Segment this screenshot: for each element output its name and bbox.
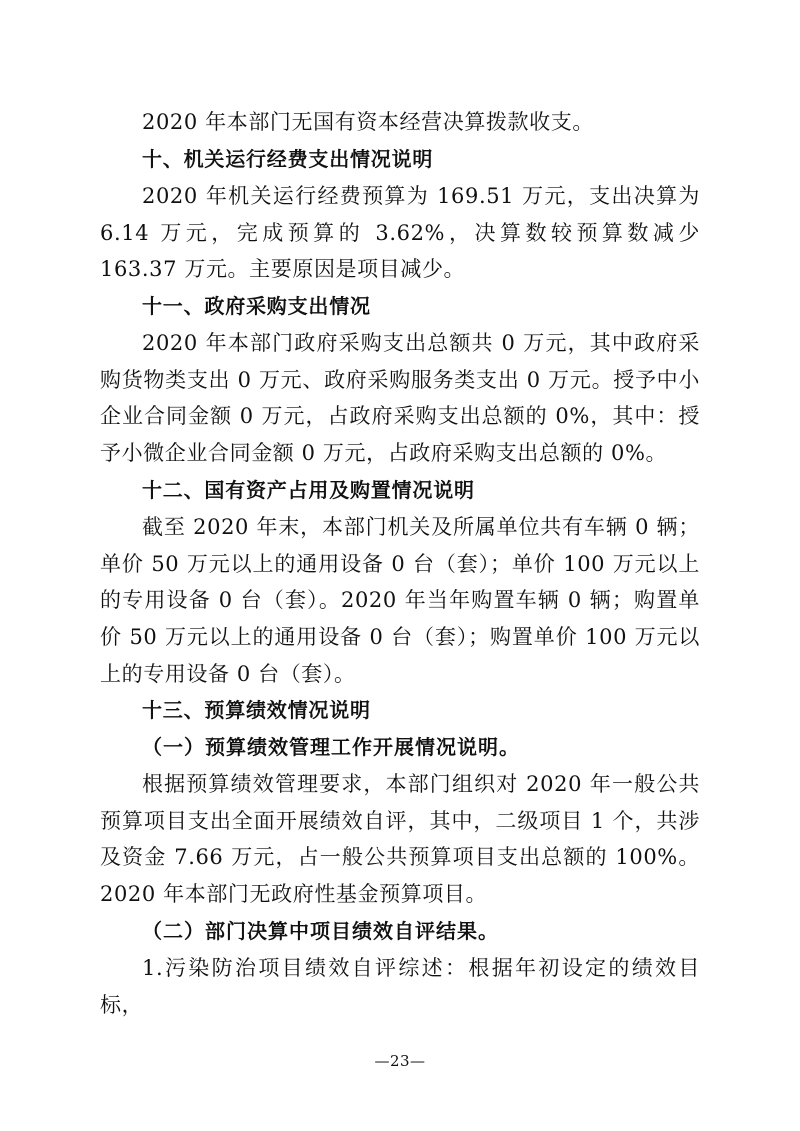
heading-section-13: 十三、预算绩效情况说明 bbox=[142, 698, 371, 722]
page-number: —23— bbox=[374, 1052, 426, 1070]
paragraph-operating-expenses: 2020 年机关运行经费预算为 169.51 万元，支出决算为 6.14 万元，完成预算的 3.62%，决算数较预算数减少 163.37 万元。主要原因是项目减少。 bbox=[100, 184, 700, 282]
subheading-performance-management: （一）预算绩效管理工作开展情况说明。 bbox=[142, 735, 520, 759]
paragraph-state-assets: 截至 2020 年末，本部门机关及所属单位共有车辆 0 辆；单价 50 万元以上的通用设备 0 台（套）；单价 100 万元以上的专用设备 0 台（套）。2020 年当年购置车辆 0 辆；购置单价 50 万元以上的通用设备 0 台（套）；购置单价 100 万元以上的专用设备 0 台（套）。 bbox=[100, 515, 700, 686]
heading-section-11: 十一、政府采购支出情况 bbox=[142, 294, 371, 318]
paragraph-government-procurement: 2020 年本部门政府采购支出总额共 0 万元，其中政府采购货物类支出 0 万元、政府采购服务类支出 0 万元。授予中小企业合同金额 0 万元，占政府采购支出总额的 0%，其中：授予小微企业合同金额 0 万元，占政府采购支出总额的 0%。 bbox=[100, 331, 700, 466]
paragraph-pollution-control: 1.污染防治项目绩效自评综述：根据年初设定的绩效目标， bbox=[100, 956, 700, 1017]
paragraph-state-capital-note: 2020 年本部门无国有资本经营决算拨款收支。 bbox=[142, 110, 594, 134]
subheading-self-evaluation-results: （二）部门决算中项目绩效自评结果。 bbox=[142, 919, 499, 943]
heading-section-12: 十二、国有资产占用及购置情况说明 bbox=[142, 478, 475, 502]
heading-section-10: 十、机关运行经费支出情况说明 bbox=[142, 147, 434, 171]
paragraph-performance-evaluation: 根据预算绩效管理要求，本部门组织对 2020 年一般公共预算项目支出全面开展绩效自评，其中，二级项目 1 个，共涉及资金 7.66 万元，占一般公共预算项目支出总额的 100%。2020 年本部门无政府性基金预算项目。 bbox=[100, 772, 700, 907]
